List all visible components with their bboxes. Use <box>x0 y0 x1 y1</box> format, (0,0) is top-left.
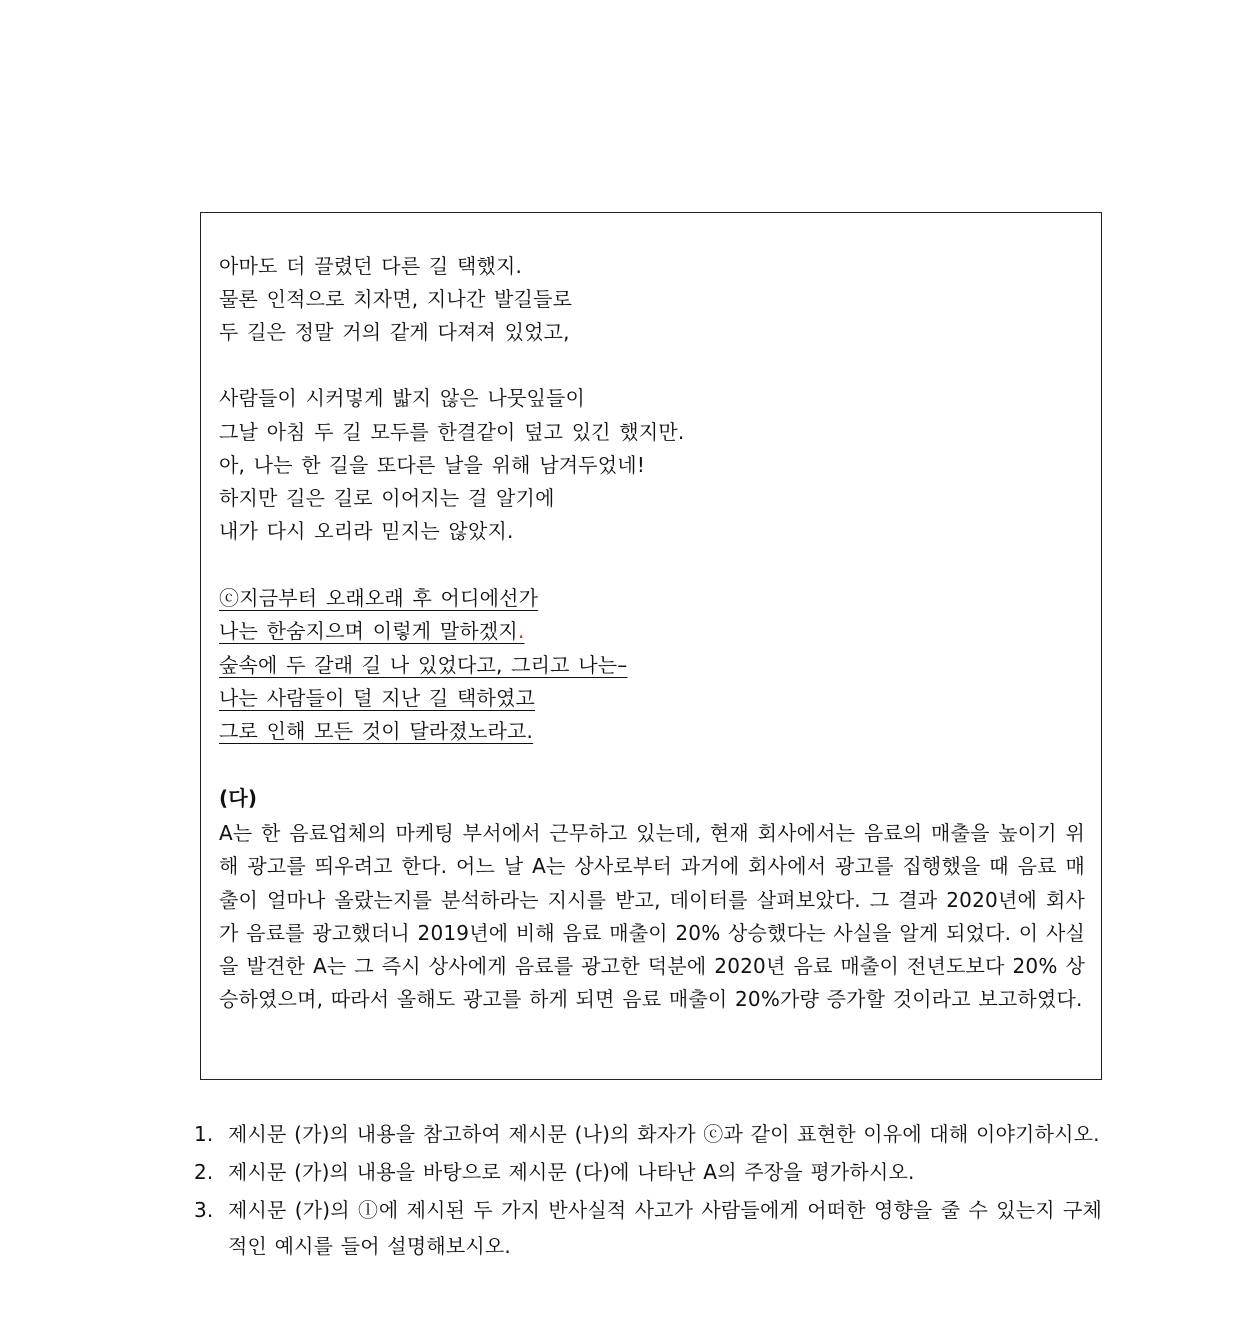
passage-box <box>200 212 1102 1080</box>
poem-line: 그날 아침 두 길 모두를 한결같이 덮고 있긴 했지만. <box>219 420 685 444</box>
red-period: . <box>517 619 525 643</box>
section-label: (다) <box>219 786 258 810</box>
underlined-poem-line: 숲속에 두 갈래 길 나 있었다고, 그리고 나는– <box>219 653 628 677</box>
poem-line: 아마도 더 끌렸던 다른 길 택했지. <box>219 254 523 278</box>
underlined-poem-line: 나는 사람들이 덜 지난 길 택하였고 <box>219 686 536 710</box>
poem-line: 하지만 길은 길로 이어지는 걸 알기에 <box>219 486 555 510</box>
question-text: 제시문 (가)의 내용을 참고하여 제시문 (나)의 화자가 ⓒ과 같이 표현한 이유에 대해 이야기하시오. <box>228 1122 1100 1146</box>
underlined-poem-line: ⓒ지금부터 오래오래 후 어디에선가 <box>219 586 539 610</box>
question-number: 2. <box>194 1160 214 1184</box>
question-number: 3. <box>194 1198 214 1222</box>
question-text: 제시문 (가)의 ⓛ에 제시된 두 가지 반사실적 사고가 사람들에게 어떠한 영향을 줄 수 있는지 구체적인 예시를 들어 설명해보시오. <box>228 1198 1102 1258</box>
poem-line: 사람들이 시커멓게 밟지 않은 나뭇잎들이 <box>219 386 586 410</box>
question-number: 1. <box>194 1122 214 1146</box>
underlined-poem-line: 그로 인해 모든 것이 달라졌노라고. <box>219 719 534 743</box>
question-list <box>0 1116 1240 1264</box>
underlined-poem-line <box>219 618 525 644</box>
poem-line: 물론 인적으로 치자면, 지나간 발길들로 <box>219 287 573 311</box>
section-paragraph: A는 한 음료업체의 마케팅 부서에서 근무하고 있는데, 현재 회사에서는 음료의 매출을 높이기 위해 광고를 띄우려고 한다. 어느 날 A는 상사로부터 과거에 회사에서 광고를 집행했을 때 음료 매출이 얼마나 올랐는지를 분석하라는 지시를 받고, 데이터를 살펴보았다. 그 결과 2020년에 회사가 음료를 광고했더니 2019년에 비해 음료 매출이 20% 상승했다는 사실을 알게 되었다. 이 사실을 발견한 A는 그 즉시 상사에게 음료를 광고한 덕분에 2020년 음료 매출이 전년도보다 20% 상승하였으며, 따라서 올해도 광고를 하게 되면 음료 매출이 20%가량 증가할 것이라고 보고하였다. <box>219 821 1085 1012</box>
question-item <box>194 1116 1102 1152</box>
question-text: 제시문 (가)의 내용을 바탕으로 제시문 (다)에 나타난 A의 주장을 평가하시오. <box>228 1160 915 1184</box>
question-item <box>194 1154 1102 1190</box>
poem-line: 내가 다시 오리라 믿지는 않았지. <box>219 519 514 543</box>
poem-line-text: 나는 한숨지으며 이렇게 말하겠지 <box>219 619 518 643</box>
poem-line: 두 길은 정말 거의 같게 다져져 있었고, <box>219 320 570 344</box>
poem-line: 아, 나는 한 길을 또다른 날을 위해 남겨두었네! <box>219 453 646 477</box>
question-item <box>194 1192 1102 1264</box>
